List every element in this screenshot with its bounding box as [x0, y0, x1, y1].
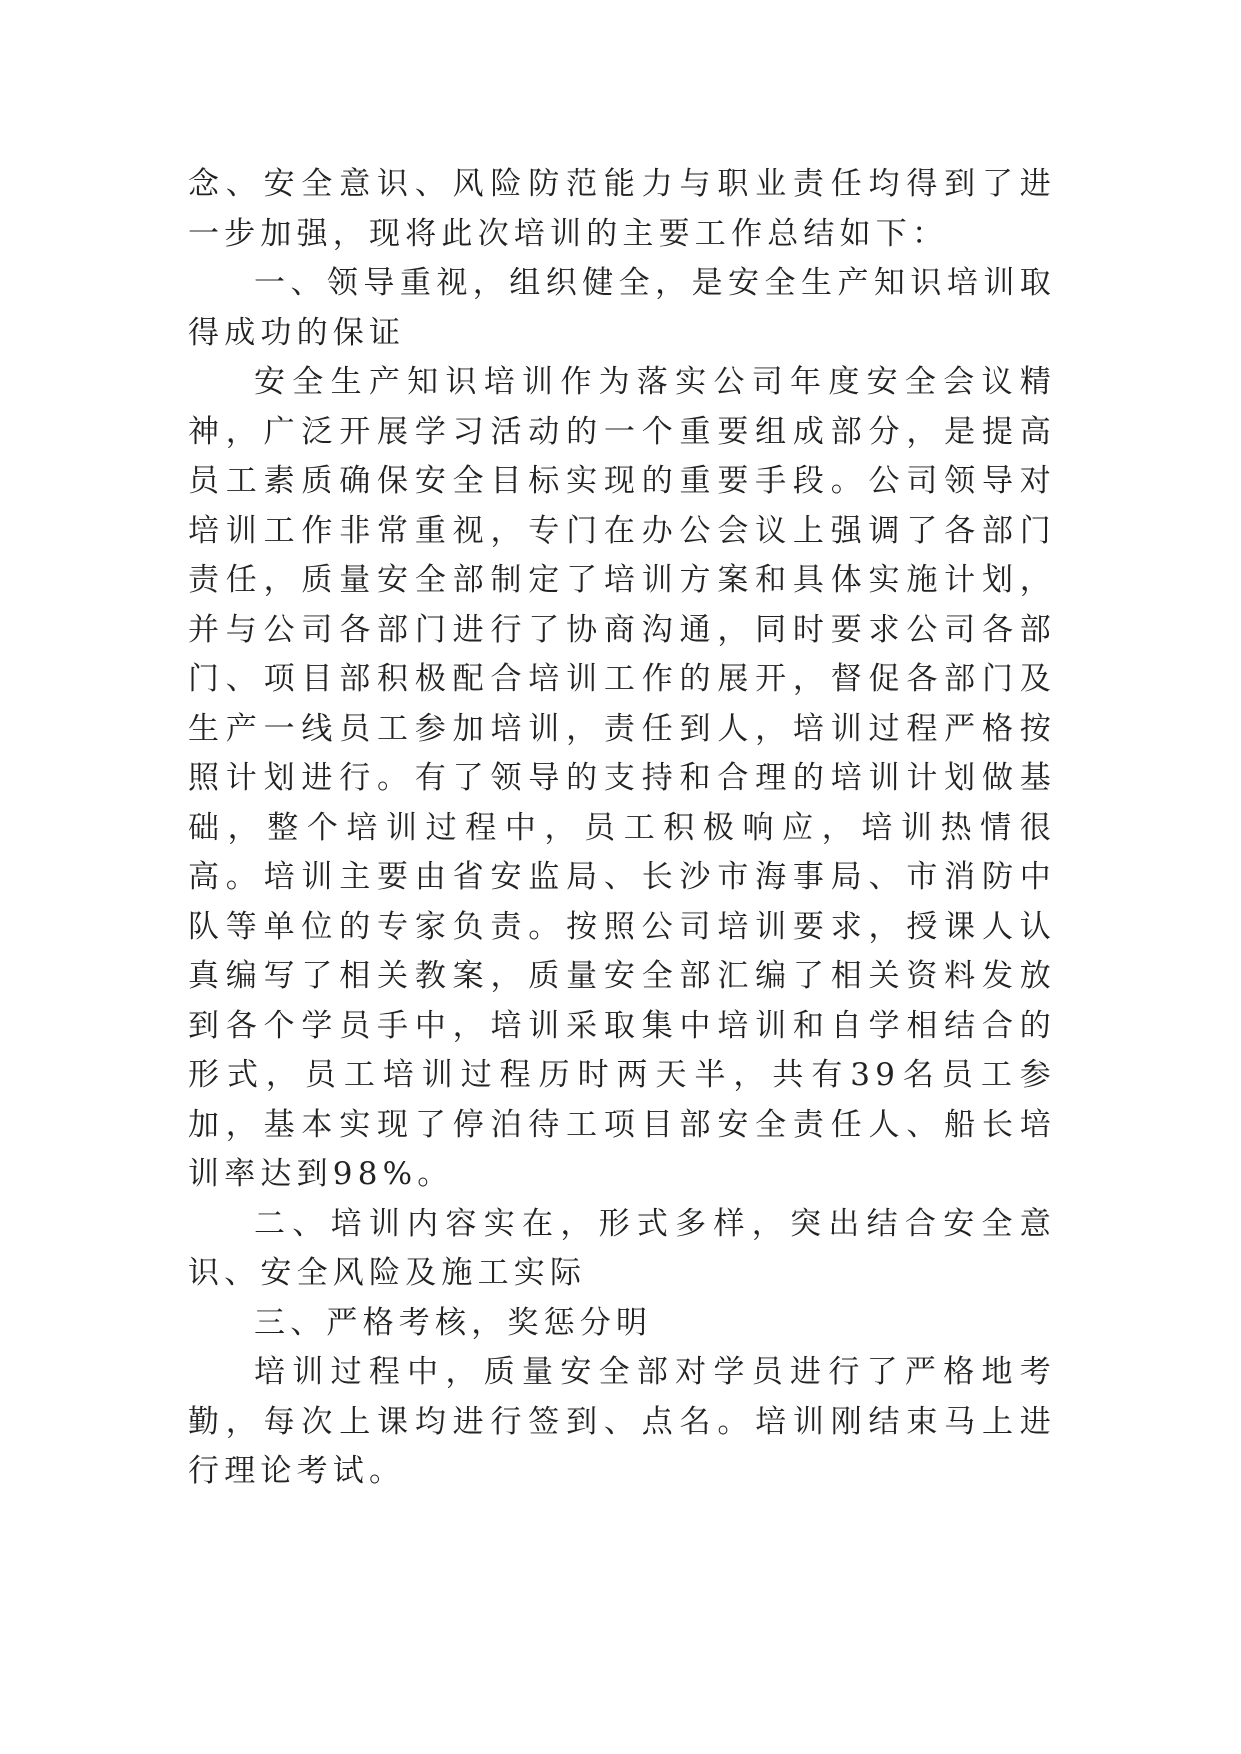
paragraph-section-3: 培训过程中，质量安全部对学员进行了严格地考勤，每次上课均进行签到、点名。培训刚结束马上进行理论考试。	[188, 1354, 1056, 1489]
section-heading-2: 二、培训内容实在，形式多样，突出结合安全意识、安全风险及施工实际	[188, 1205, 1056, 1291]
section-heading-1: 一、领导重视，组织健全，是安全生产知识培训取得成功的保证	[188, 265, 1056, 351]
paragraph-continued: 念、安全意识、风险防范能力与职业责任均得到了进一步加强，现将此次培训的主要工作总结如下：	[188, 166, 1056, 252]
section-heading-3: 三、严格考核，奖惩分明	[254, 1304, 653, 1341]
paragraph-section-1: 安全生产知识培训作为落实公司年度安全会议精神，广泛开展学习活动的一个重要组成部分，是提高员工素质确保安全目标实现的重要手段。公司领导对培训工作非常重视，专门在办公会议上强调了各部门责任，质量安全部制定了培训方案和具体实施计划，并与公司各部门进行了协商沟通，同时要求公司各部门、项目部积极配合培训工作的展开，督促各部门及生产一线员工参加培训，责任到人，培训过程严格按照计划进行。有了领导的支持和合理的培训计划做基础，整个培训过程中，员工积极响应，培训热情很高。培训主要由省安监局、长沙市海事局、市消防中队等单位的专家负责。按照公司培训要求，授课人认真编写了相关教案，质量安全部汇编了相关资料发放到各个学员手中，培训采取集中培训和自学相结合的形式，员工培训过程历时两天半，共有39名员工参加，基本实现了停泊待工项目部安全责任人、船长培训率达到98%。	[188, 364, 1056, 1192]
document-body	[188, 160, 1056, 1497]
